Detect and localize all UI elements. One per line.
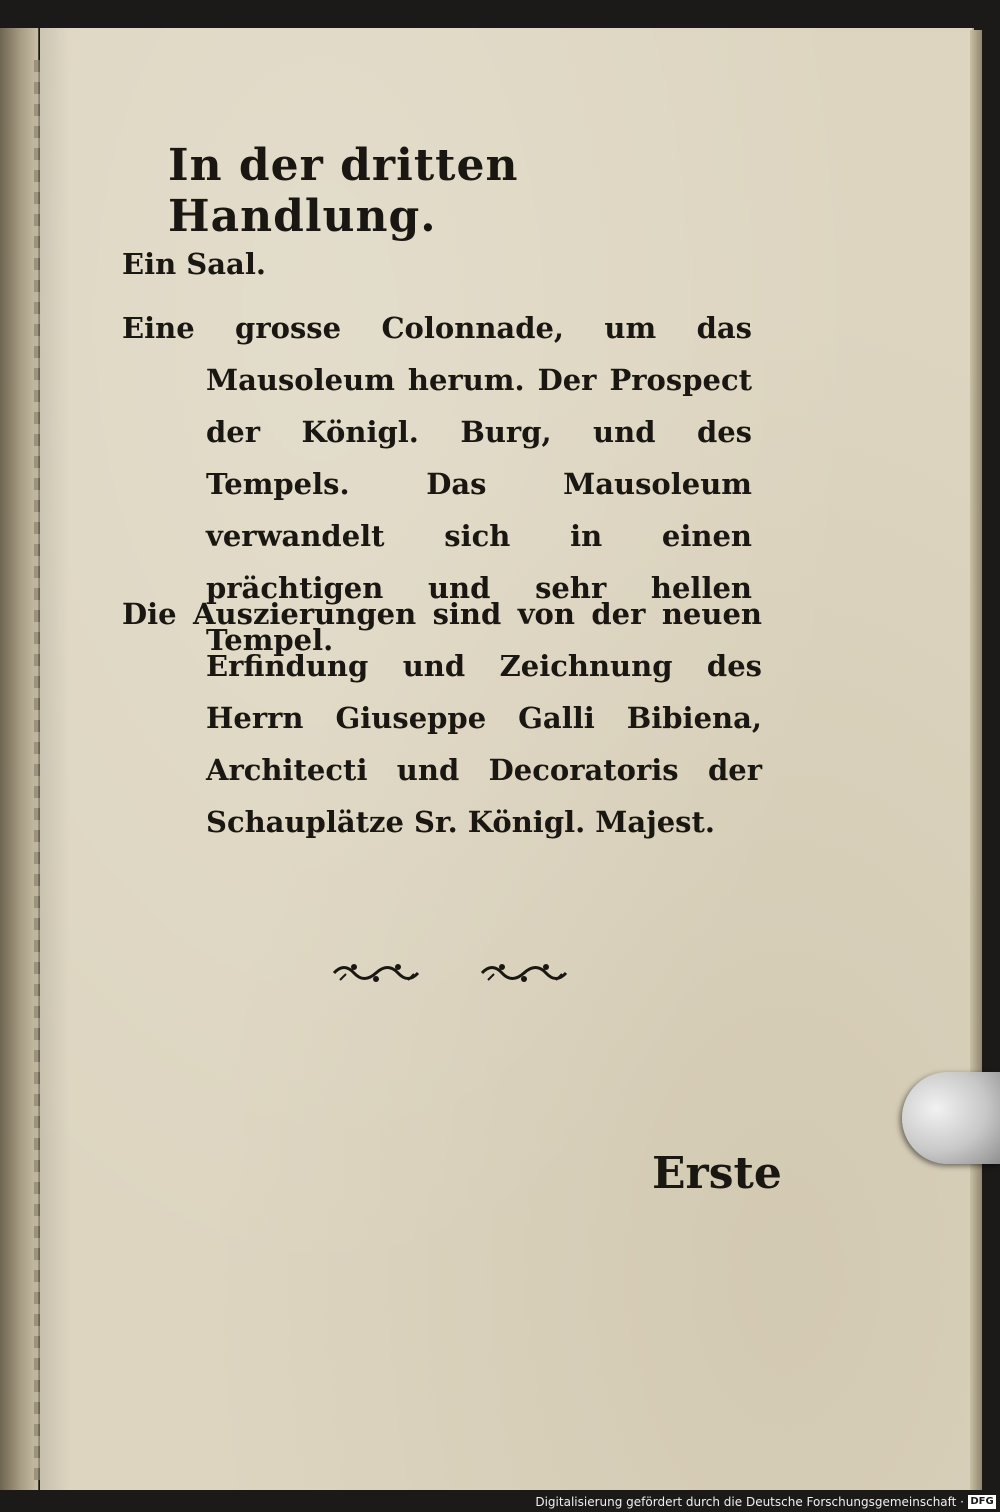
printer-ornaments (330, 958, 570, 994)
page-stack-edge (970, 30, 982, 1490)
scene-description-3: Die Auszierungen sind von der neuen Erfindung und Zeichnung des Herrn Giuseppe Galli Bibiena, Architecti und Decoratoris der Schauplätze Sr. Königl. Majest. (122, 597, 762, 839)
scene-description-2: Eine grosse Colonnade, um das Mausoleum herum. Der Prospect der Königl. Burg, und des Tempels. Das Mausoleum verwandelt sich in einen prächtigen und sehr hellen Tempel. (122, 311, 752, 657)
footer-bar (0, 1490, 1000, 1512)
page-turn-tab[interactable] (902, 1072, 1000, 1164)
page-heading: In der dritten Handlung. (168, 140, 519, 242)
funding-credit: Digitalisierung gefördert durch die Deutsche Forschungsgemeinschaft · (535, 1495, 964, 1509)
dfg-logo: DFG (968, 1495, 996, 1509)
catchword: Erste (652, 1148, 782, 1199)
floral-ornament-icon (478, 958, 570, 988)
scene-description-1: Ein Saal. (122, 247, 266, 281)
floral-ornament-icon (330, 958, 422, 988)
